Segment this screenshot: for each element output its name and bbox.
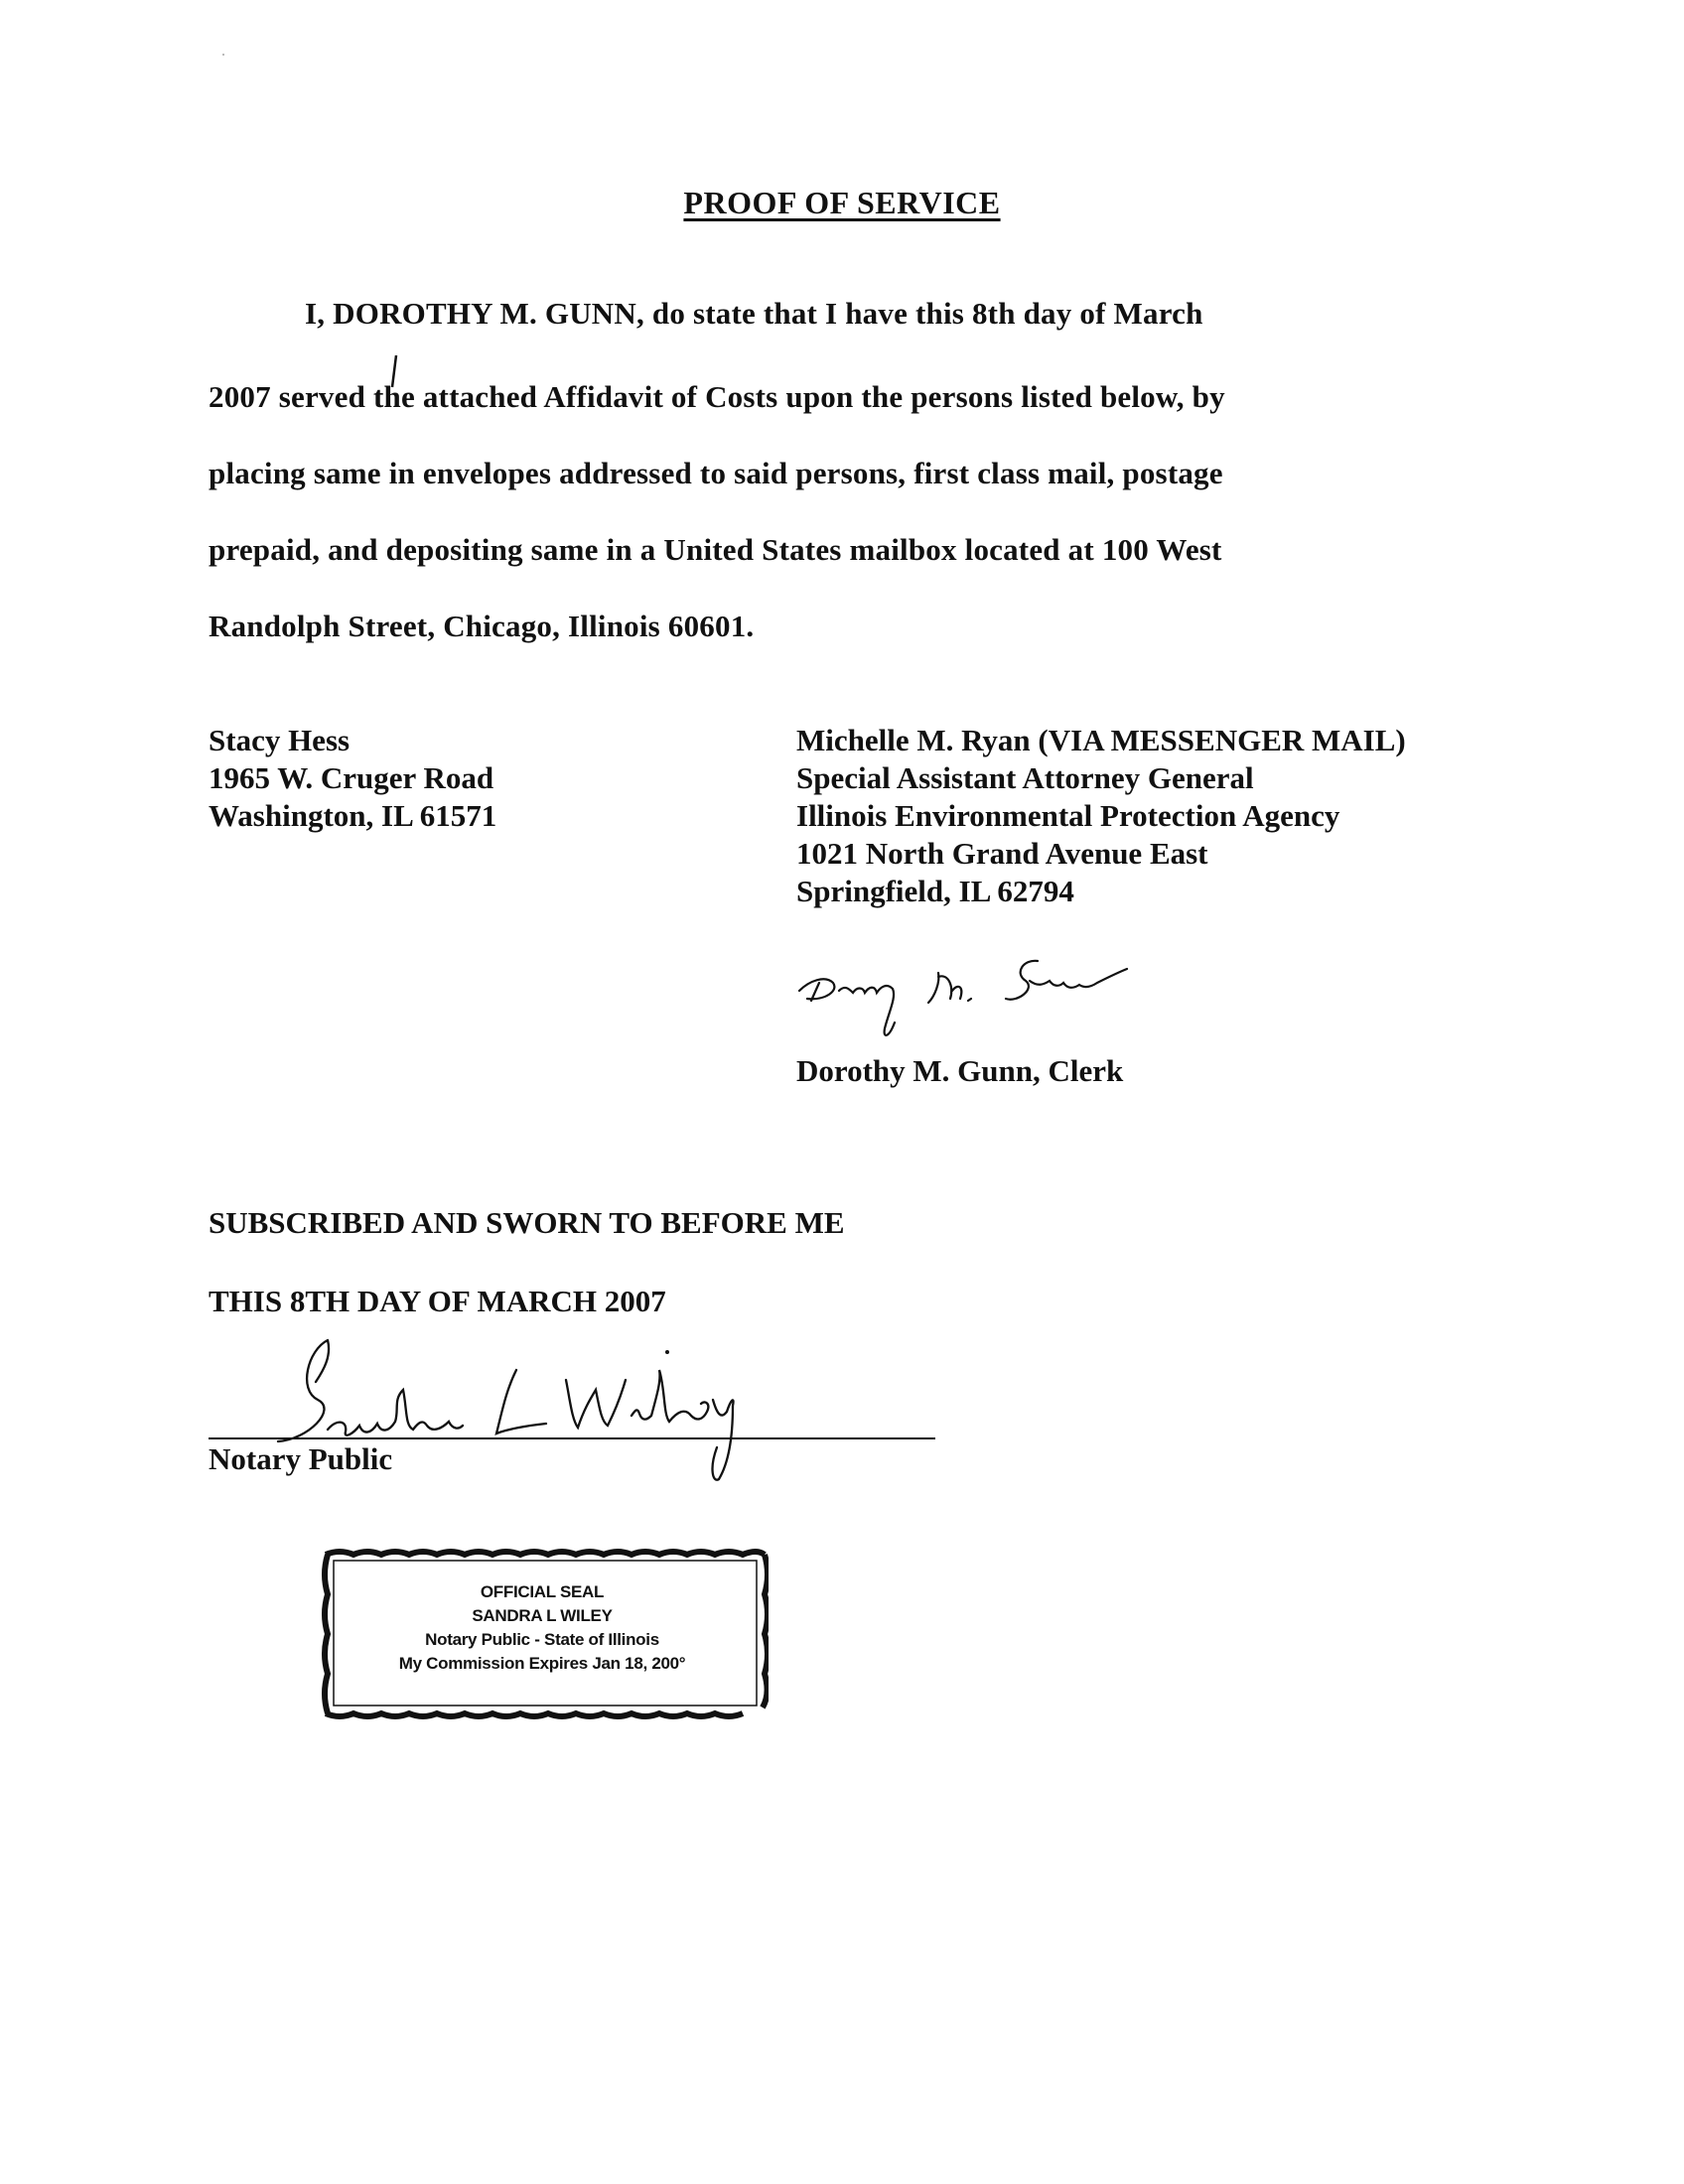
notary-public-label: Notary Public (209, 1441, 393, 1476)
recipient-right-line: Special Assistant Attorney General (796, 760, 1254, 795)
paragraph-line-2: 2007 served the attached Affidavit of Costs upon the persons listed below, by (209, 379, 1225, 414)
clerk-signature (789, 943, 1147, 1052)
recipient-right-line: 1021 North Grand Avenue East (796, 836, 1208, 871)
jurat-line-2: THIS 8TH DAY OF MARCH 2007 (209, 1284, 666, 1318)
recipient-left-line: Stacy Hess (209, 723, 351, 757)
official-seal-text (334, 1580, 751, 1676)
seal-line: SANDRA L WILEY (472, 1606, 613, 1625)
seal-line: My Commission Expires Jan 18, 200° (398, 1654, 686, 1673)
recipient-right-address (796, 722, 1406, 910)
document-title: PROOF OF SERVICE (683, 185, 1001, 220)
recipient-right-line: Springfield, IL 62794 (796, 874, 1074, 908)
clerk-name-title: Dorothy M. Gunn, Clerk (796, 1053, 1124, 1088)
scan-speck (222, 54, 224, 56)
jurat-line-1: SUBSCRIBED AND SWORN TO BEFORE ME (209, 1205, 845, 1240)
recipient-left-line: 1965 W. Cruger Road (209, 760, 494, 795)
paragraph-line-1: I, DOROTHY M. GUNN, do state that I have this 8th day of March (305, 296, 1203, 331)
recipient-right-line: Michelle M. Ryan (VIA MESSENGER MAIL) (796, 723, 1406, 757)
recipient-left-address (209, 722, 496, 835)
recipient-left-line: Washington, IL 61571 (209, 798, 497, 833)
paragraph-line-4: prepaid, and depositing same in a United States mailbox located at 100 West (209, 532, 1222, 567)
recipient-right-line: Illinois Environmental Protection Agency (796, 798, 1340, 833)
paragraph-line-5: Randolph Street, Chicago, Illinois 60601. (209, 609, 755, 643)
handwritten-correction-mark (382, 353, 412, 393)
paragraph-line-3: placing same in envelopes addressed to said persons, first class mail, postage (209, 456, 1223, 490)
seal-line: OFFICIAL SEAL (480, 1582, 605, 1601)
seal-line: Notary Public - State of Illinois (425, 1630, 659, 1649)
